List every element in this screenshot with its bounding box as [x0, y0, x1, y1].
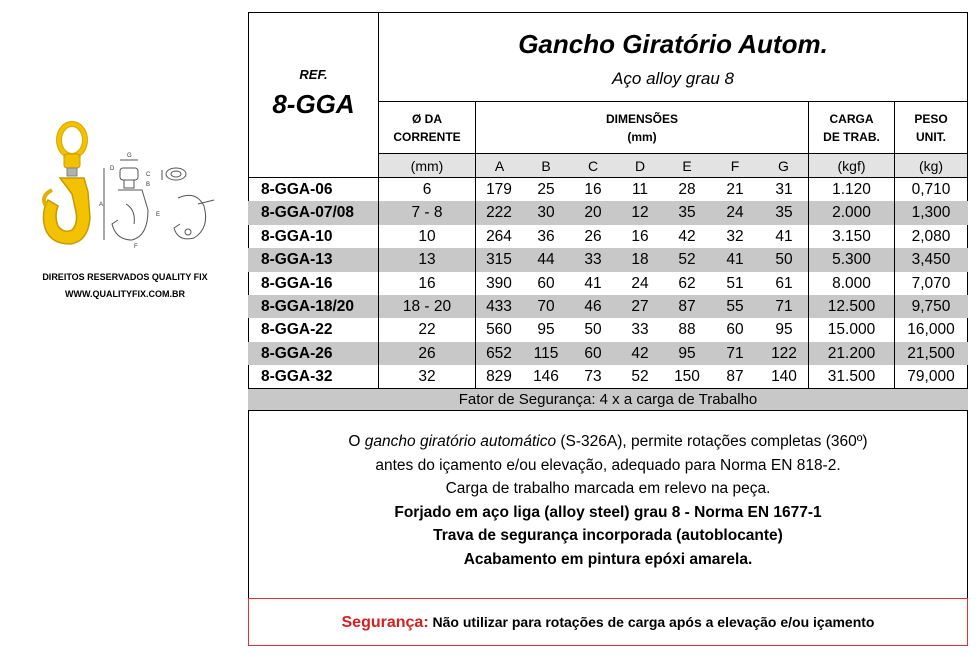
cell-e: 150	[674, 368, 700, 386]
cell-b: 115	[533, 344, 559, 362]
table-row	[248, 178, 968, 201]
cell-a: 560	[486, 321, 512, 339]
cell-a: 179	[486, 181, 512, 198]
table-row	[248, 295, 968, 318]
svg-text:D: D	[110, 166, 115, 172]
column-divider	[475, 178, 476, 389]
subheader-A: A	[475, 153, 523, 178]
column-divider	[378, 178, 379, 389]
cell-d: 24	[631, 274, 649, 292]
header-diameter-line1: Ø DA	[412, 111, 442, 126]
cell-f: 24	[726, 204, 744, 222]
cell-f: 87	[726, 368, 744, 386]
product-description	[248, 430, 968, 571]
ref-code: 8-GGA	[272, 89, 355, 119]
cell-a: 222	[486, 204, 512, 222]
cell-weight: 16,000	[907, 321, 955, 339]
cell-d: 18	[631, 251, 649, 269]
spec-table-body	[248, 178, 968, 389]
subheader-mm: (mm)	[378, 153, 476, 178]
header-weight-line2: UNIT.	[916, 129, 946, 144]
cell-a: 390	[486, 274, 512, 292]
cell-load: 31.500	[827, 368, 876, 386]
header-dimensions	[475, 101, 809, 154]
svg-text:E: E	[156, 212, 161, 218]
cell-load: 12.500	[827, 297, 876, 315]
cell-weight: 21,500	[907, 344, 955, 362]
column-divider	[894, 178, 895, 389]
description-line2: antes do içamento e/ou elevação, adequado para Norma EN 818-2.	[375, 456, 841, 474]
cell-g: 140	[771, 368, 797, 386]
cell-diameter: 13	[418, 251, 436, 269]
subheader-G: G	[759, 153, 809, 178]
cell-code: 8-GGA-18/20	[261, 297, 355, 315]
cell-c: 60	[584, 344, 602, 362]
cell-g: 71	[775, 297, 793, 315]
cell-b: 44	[537, 251, 555, 269]
cell-diameter: 16	[418, 274, 436, 292]
cell-weight: 1,300	[911, 204, 951, 222]
cell-f: 60	[726, 321, 744, 339]
header-load-line1: CARGA	[829, 111, 874, 126]
cell-a: 829	[486, 368, 512, 386]
cell-code: 8-GGA-07/08	[261, 204, 355, 222]
cell-diameter: 10	[418, 227, 436, 245]
table-row	[248, 342, 968, 365]
cell-b: 95	[537, 321, 555, 339]
table-row	[248, 272, 968, 295]
cell-code: 8-GGA-16	[261, 274, 333, 292]
cell-diameter: 32	[418, 368, 436, 386]
description-line5: Trava de segurança incorporada (autoblocante)	[433, 527, 783, 544]
header-load	[808, 101, 895, 154]
cell-code: 8-GGA-22	[261, 321, 333, 339]
cell-weight: 3,450	[911, 251, 951, 269]
description-line3: Carga de trabalho marcada em relevo na peça.	[445, 480, 771, 497]
cell-g: 35	[775, 204, 793, 222]
cell-b: 146	[533, 368, 559, 386]
table-row	[248, 225, 968, 248]
cell-e: 35	[678, 204, 696, 222]
svg-text:A: A	[99, 202, 104, 208]
subheader-B: B	[522, 153, 570, 178]
safety-label: Segurança:	[341, 614, 429, 631]
subheader-kg: (kg)	[894, 153, 968, 178]
cell-diameter: 22	[418, 321, 436, 339]
cell-load: 21.200	[827, 344, 876, 362]
cell-d: 12	[631, 204, 649, 222]
description-line6: Acabamento em pintura epóxi amarela.	[463, 550, 753, 568]
cell-weight: 9,750	[911, 297, 951, 315]
cell-b: 36	[537, 227, 555, 245]
table-row	[248, 318, 968, 341]
cell-f: 21	[726, 181, 744, 198]
cell-e: 52	[678, 251, 696, 269]
cell-code: 8-GGA-06	[261, 181, 333, 198]
cell-weight: 2,080	[911, 227, 951, 245]
cell-a: 315	[486, 251, 512, 269]
cell-d: 27	[631, 297, 649, 315]
cell-load: 1.120	[832, 181, 871, 198]
description-line1-prefix: O	[348, 433, 365, 450]
page-subtitle: Aço alloy grau 8	[612, 69, 734, 88]
subheader-kgf: (kgf)	[808, 153, 895, 178]
cell-e: 62	[678, 274, 696, 292]
column-divider	[808, 178, 809, 389]
safety-text: Não utilizar para rotações de carga após a elevação e/ou içamento	[428, 614, 875, 630]
cell-g: 95	[775, 321, 793, 339]
ref-label: REF.	[299, 67, 328, 82]
subheader-F: F	[710, 153, 760, 178]
cell-f: 41	[726, 251, 744, 269]
header-weight-line1: PESO	[914, 111, 948, 126]
header-diameter	[378, 101, 476, 154]
cell-c: 16	[584, 181, 602, 198]
cell-diameter: 6	[422, 181, 432, 198]
cell-e: 42	[678, 227, 696, 245]
cell-load: 2.000	[832, 204, 871, 222]
cell-load: 5.300	[832, 251, 871, 269]
subheader-D: D	[616, 153, 664, 178]
cell-a: 264	[486, 227, 512, 245]
website-url: WWW.QUALITYFIX.COM.BR	[65, 289, 185, 299]
header-dimensions-line2: (mm)	[627, 129, 657, 144]
cell-c: 46	[584, 297, 602, 315]
safety-factor-bar: Fator de Segurança: 4 x a carga de Trabalho	[248, 388, 968, 411]
cell-c: 26	[584, 227, 602, 245]
cell-f: 71	[726, 344, 744, 362]
svg-text:G: G	[127, 153, 132, 159]
cell-weight: 0,710	[911, 181, 951, 198]
cell-load: 3.150	[832, 227, 871, 245]
svg-text:C: C	[146, 172, 151, 178]
cell-code: 8-GGA-13	[261, 251, 333, 269]
page-title: Gancho Giratório Autom.	[518, 29, 828, 59]
cell-g: 61	[775, 274, 793, 292]
cell-b: 25	[537, 181, 555, 198]
svg-text:F: F	[134, 244, 138, 250]
cell-e: 95	[678, 344, 696, 362]
title-cell	[378, 12, 968, 102]
cell-b: 60	[537, 274, 555, 292]
header-load-line2: DE TRAB.	[823, 129, 880, 144]
cell-c: 73	[584, 368, 602, 386]
cell-c: 33	[584, 251, 602, 269]
subheader-E: E	[663, 153, 711, 178]
header-weight	[894, 101, 968, 154]
technical-drawing-front	[104, 160, 151, 240]
cell-diameter: 7 - 8	[411, 204, 443, 222]
cell-c: 20	[584, 204, 602, 222]
cell-a: 433	[486, 297, 512, 315]
safety-notice	[248, 598, 968, 646]
cell-d: 11	[631, 181, 649, 198]
cell-e: 88	[678, 321, 696, 339]
table-row	[248, 201, 968, 224]
swivel-hook-image	[44, 124, 91, 244]
cell-g: 41	[775, 227, 793, 245]
ref-cell	[248, 12, 379, 178]
cell-e: 28	[678, 181, 696, 198]
cell-weight: 79,000	[907, 368, 955, 386]
cell-code: 8-GGA-26	[261, 344, 333, 362]
table-row	[248, 248, 968, 271]
cell-d: 16	[631, 227, 649, 245]
cell-diameter: 26	[418, 344, 436, 362]
cell-code: 8-GGA-32	[261, 368, 333, 386]
cell-code: 8-GGA-10	[261, 227, 333, 245]
technical-drawing-side	[162, 168, 214, 239]
cell-f: 55	[726, 297, 744, 315]
svg-text:B: B	[146, 182, 151, 188]
description-product-name: gancho giratório automático	[364, 433, 557, 450]
cell-d: 33	[631, 321, 649, 339]
header-diameter-line2: CORRENTE	[393, 129, 461, 144]
header-dimensions-line1: DIMENSÕES	[605, 111, 678, 126]
cell-g: 50	[775, 251, 793, 269]
cell-c: 50	[584, 321, 602, 339]
subheader-C: C	[569, 153, 617, 178]
cell-load: 15.000	[827, 321, 876, 339]
cell-g: 31	[775, 181, 793, 198]
cell-a: 652	[486, 344, 512, 362]
cell-b: 70	[537, 297, 555, 315]
cell-load: 8.000	[832, 274, 871, 292]
description-line1	[248, 430, 968, 454]
description-line1-suffix: (S-326A), permite rotações completas (360º)	[556, 433, 868, 450]
cell-f: 32	[726, 227, 744, 245]
rights-notice: DIREITOS RESERVADOS QUALITY FIX	[42, 272, 208, 282]
product-illustration	[38, 120, 248, 265]
cell-f: 51	[726, 274, 744, 292]
table-row	[248, 365, 968, 388]
description-line4: Forjado em aço liga (alloy steel) grau 8 - Norma EN 1677-1	[394, 503, 822, 521]
cell-c: 41	[584, 274, 602, 292]
cell-weight: 7,070	[911, 274, 951, 292]
cell-b: 30	[537, 204, 555, 222]
cell-diameter: 18 - 20	[402, 297, 452, 315]
cell-d: 42	[631, 344, 649, 362]
cell-d: 52	[631, 368, 649, 386]
cell-e: 87	[678, 297, 696, 315]
cell-g: 122	[771, 344, 797, 362]
